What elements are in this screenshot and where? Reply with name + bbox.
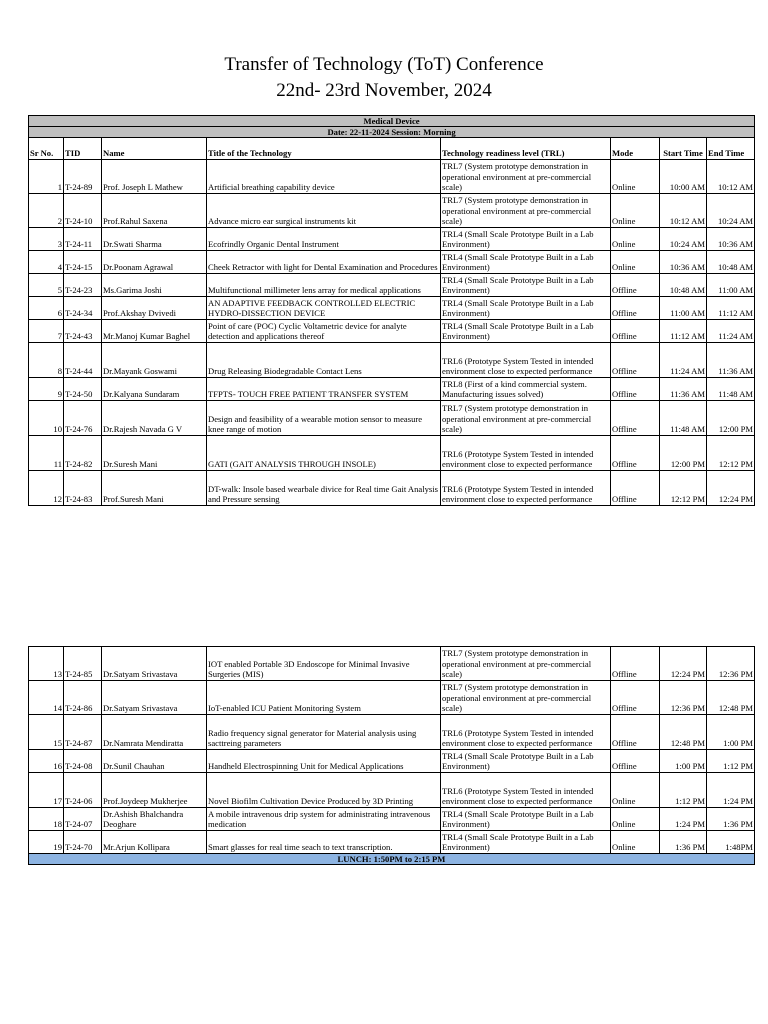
- cell-name: Dr.Poonam Agrawal: [102, 251, 207, 274]
- table-row: [29, 750, 755, 773]
- cell-end-time: 10:12 AM: [707, 160, 755, 194]
- cell-tid: T-24-06: [64, 773, 102, 808]
- cell-title: TFPTS- TOUCH FREE PATIENT TRANSFER SYSTEM: [207, 378, 441, 401]
- cell-start-time: 1:24 PM: [660, 808, 707, 831]
- lunch-banner: LUNCH: 1:50PM to 2:15 PM: [29, 854, 755, 865]
- cell-sr-no: 12: [29, 471, 64, 506]
- cell-end-time: 12:12 PM: [707, 436, 755, 471]
- schedule-table-part-1: [28, 115, 755, 506]
- cell-tid: T-24-85: [64, 647, 102, 681]
- header-trl: Technology readiness level (TRL): [441, 138, 611, 160]
- cell-start-time: 11:12 AM: [660, 320, 707, 343]
- table-row: [29, 160, 755, 194]
- cell-mode: Offline: [611, 343, 660, 378]
- table-row: [29, 297, 755, 320]
- cell-title: IoT-enabled ICU Patient Monitoring System: [207, 681, 441, 715]
- cell-title: DT-walk: Insole based wearbale divice for Real time Gait Analysis and Pressure sensing: [207, 471, 441, 506]
- table-row: [29, 773, 755, 808]
- cell-title: Artificial breathing capability device: [207, 160, 441, 194]
- cell-tid: T-24-10: [64, 194, 102, 228]
- cell-sr-no: 16: [29, 750, 64, 773]
- cell-title: Design and feasibility of a wearable motion sensor to measure knee range of motion: [207, 401, 441, 436]
- cell-trl: TRL4 (Small Scale Prototype Built in a Lab Environment): [441, 274, 611, 297]
- cell-name: Dr.Namrata Mendiratta: [102, 715, 207, 750]
- cell-tid: T-24-86: [64, 681, 102, 715]
- cell-tid: T-24-50: [64, 378, 102, 401]
- cell-sr-no: 8: [29, 343, 64, 378]
- cell-title: A mobile intravenous drip system for administrating intravenous medication: [207, 808, 441, 831]
- cell-end-time: 11:12 AM: [707, 297, 755, 320]
- cell-end-time: 11:24 AM: [707, 320, 755, 343]
- cell-end-time: 12:48 PM: [707, 681, 755, 715]
- cell-end-time: 11:36 AM: [707, 343, 755, 378]
- cell-tid: T-24-76: [64, 401, 102, 436]
- table-row: [29, 251, 755, 274]
- cell-end-time: 1:00 PM: [707, 715, 755, 750]
- cell-mode: Online: [611, 808, 660, 831]
- cell-end-time: 12:24 PM: [707, 471, 755, 506]
- cell-mode: Offline: [611, 715, 660, 750]
- cell-start-time: 12:00 PM: [660, 436, 707, 471]
- cell-title: Point of care (POC) Cyclic Voltametric device for analyte detection and applications thereof: [207, 320, 441, 343]
- cell-sr-no: 14: [29, 681, 64, 715]
- cell-start-time: 10:12 AM: [660, 194, 707, 228]
- header-name: Name: [102, 138, 207, 160]
- table-row: [29, 343, 755, 378]
- cell-name: Prof.Suresh Mani: [102, 471, 207, 506]
- cell-tid: T-24-87: [64, 715, 102, 750]
- cell-name: Dr.Satyam Srivastava: [102, 647, 207, 681]
- cell-sr-no: 18: [29, 808, 64, 831]
- cell-title: Drug Releasing Biodegradable Contact Lens: [207, 343, 441, 378]
- cell-title: Cheek Retractor with light for Dental Examination and Procedures: [207, 251, 441, 274]
- table-row: [29, 715, 755, 750]
- cell-title: AN ADAPTIVE FEEDBACK CONTROLLED ELECTRIC HYDRO-DISSECTION DEVICE: [207, 297, 441, 320]
- session-heading: Date: 22-11-2024 Session: Morning: [29, 127, 755, 138]
- conference-dates: 22nd- 23rd November, 2024: [276, 80, 492, 101]
- cell-trl: TRL8 (First of a kind commercial system. Manufacturing issues solved): [441, 378, 611, 401]
- cell-start-time: 11:36 AM: [660, 378, 707, 401]
- cell-mode: Online: [611, 831, 660, 854]
- cell-title: Novel Biofilm Cultivation Device Produced by 3D Printing: [207, 773, 441, 808]
- cell-name: Prof.Joydeep Mukherjee: [102, 773, 207, 808]
- cell-trl: TRL6 (Prototype System Tested in intended environment close to expected performance: [441, 773, 611, 808]
- cell-sr-no: 15: [29, 715, 64, 750]
- cell-mode: Offline: [611, 436, 660, 471]
- cell-trl: TRL4 (Small Scale Prototype Built in a Lab Environment): [441, 228, 611, 251]
- cell-start-time: 10:48 AM: [660, 274, 707, 297]
- header-end-time: End Time: [707, 138, 755, 160]
- header-start-time: Start Time: [660, 138, 707, 160]
- cell-start-time: 11:00 AM: [660, 297, 707, 320]
- header-row: [29, 138, 755, 160]
- section-heading: Medical Device: [29, 116, 755, 127]
- cell-tid: T-24-83: [64, 471, 102, 506]
- conference-title: Transfer of Technology (ToT) Conference: [224, 54, 544, 75]
- cell-end-time: 12:36 PM: [707, 647, 755, 681]
- cell-trl: TRL7 (System prototype demonstration in operational environment at pre-commercial scale): [441, 160, 611, 194]
- table-row: [29, 274, 755, 297]
- cell-start-time: 10:24 AM: [660, 228, 707, 251]
- cell-name: Dr.Rajesh Navada G V: [102, 401, 207, 436]
- cell-end-time: 10:36 AM: [707, 228, 755, 251]
- cell-sr-no: 4: [29, 251, 64, 274]
- cell-mode: Offline: [611, 378, 660, 401]
- cell-start-time: 1:12 PM: [660, 773, 707, 808]
- table-row: [29, 831, 755, 854]
- cell-title: GATI (GAIT ANALYSIS THROUGH INSOLE): [207, 436, 441, 471]
- cell-tid: T-24-43: [64, 320, 102, 343]
- cell-title: Smart glasses for real time seach to text transcription.: [207, 831, 441, 854]
- cell-tid: T-24-34: [64, 297, 102, 320]
- cell-sr-no: 1: [29, 160, 64, 194]
- cell-name: Prof. Joseph L Mathew: [102, 160, 207, 194]
- cell-sr-no: 5: [29, 274, 64, 297]
- cell-trl: TRL6 (Prototype System Tested in intended environment close to expected performance: [441, 471, 611, 506]
- cell-mode: Online: [611, 773, 660, 808]
- cell-tid: T-24-44: [64, 343, 102, 378]
- cell-title: Multifunctional millimeter lens array for medical applications: [207, 274, 441, 297]
- cell-tid: T-24-23: [64, 274, 102, 297]
- cell-tid: T-24-11: [64, 228, 102, 251]
- cell-mode: Online: [611, 251, 660, 274]
- cell-end-time: 11:48 AM: [707, 378, 755, 401]
- cell-trl: TRL7 (System prototype demonstration in operational environment at pre-commercial scale): [441, 401, 611, 436]
- cell-name: Ms.Garima Joshi: [102, 274, 207, 297]
- cell-name: Dr.Sunil Chauhan: [102, 750, 207, 773]
- cell-mode: Offline: [611, 297, 660, 320]
- cell-trl: TRL7 (System prototype demonstration in operational environment at pre-commercial scale): [441, 647, 611, 681]
- cell-start-time: 10:00 AM: [660, 160, 707, 194]
- cell-mode: Online: [611, 160, 660, 194]
- cell-name: Dr.Ashish Bhalchandra Deoghare: [102, 808, 207, 831]
- table-row: [29, 228, 755, 251]
- cell-end-time: 1:12 PM: [707, 750, 755, 773]
- header-sr-no: Sr No.: [29, 138, 64, 160]
- cell-end-time: 10:24 AM: [707, 194, 755, 228]
- cell-trl: TRL4 (Small Scale Prototype Built in a Lab Environment): [441, 808, 611, 831]
- header-mode: Mode: [611, 138, 660, 160]
- cell-sr-no: 9: [29, 378, 64, 401]
- cell-mode: Offline: [611, 401, 660, 436]
- cell-start-time: 10:36 AM: [660, 251, 707, 274]
- cell-name: Dr.Swati Sharma: [102, 228, 207, 251]
- cell-mode: Online: [611, 194, 660, 228]
- cell-title: IOT enabled Portable 3D Endoscope for Minimal Invasive Surgeries (MIS): [207, 647, 441, 681]
- cell-title: Handheld Electrospinning Unit for Medical Applications: [207, 750, 441, 773]
- header-tid: TID: [64, 138, 102, 160]
- cell-start-time: 12:36 PM: [660, 681, 707, 715]
- cell-name: Dr.Mayank Goswami: [102, 343, 207, 378]
- cell-mode: Offline: [611, 471, 660, 506]
- cell-mode: Offline: [611, 274, 660, 297]
- cell-tid: T-24-70: [64, 831, 102, 854]
- cell-sr-no: 2: [29, 194, 64, 228]
- cell-trl: TRL4 (Small Scale Prototype Built in a Lab Environment): [441, 750, 611, 773]
- cell-sr-no: 10: [29, 401, 64, 436]
- cell-sr-no: 7: [29, 320, 64, 343]
- cell-name: Mr.Arjun Kollipara: [102, 831, 207, 854]
- cell-name: Dr.Kalyana Sundaram: [102, 378, 207, 401]
- cell-mode: Offline: [611, 750, 660, 773]
- table-row: [29, 471, 755, 506]
- cell-trl: TRL4 (Small Scale Prototype Built in a Lab Environment): [441, 297, 611, 320]
- cell-sr-no: 13: [29, 647, 64, 681]
- cell-name: Mr.Manoj Kumar Baghel: [102, 320, 207, 343]
- cell-trl: TRL7 (System prototype demonstration in operational environment at pre-commercial scale): [441, 681, 611, 715]
- cell-mode: Offline: [611, 320, 660, 343]
- table-row: [29, 647, 755, 681]
- cell-trl: TRL6 (Prototype System Tested in intended environment close to expected performance: [441, 715, 611, 750]
- cell-sr-no: 17: [29, 773, 64, 808]
- cell-trl: TRL4 (Small Scale Prototype Built in a Lab Environment): [441, 251, 611, 274]
- cell-mode: Offline: [611, 681, 660, 715]
- cell-end-time: 1:36 PM: [707, 808, 755, 831]
- cell-name: Prof.Rahul Saxena: [102, 194, 207, 228]
- cell-trl: TRL4 (Small Scale Prototype Built in a Lab Environment): [441, 831, 611, 854]
- cell-mode: Offline: [611, 647, 660, 681]
- cell-sr-no: 11: [29, 436, 64, 471]
- cell-start-time: 11:48 AM: [660, 401, 707, 436]
- cell-trl: TRL6 (Prototype System Tested in intended environment close to expected performance: [441, 436, 611, 471]
- table-row: [29, 401, 755, 436]
- table-row: [29, 194, 755, 228]
- table-row: [29, 436, 755, 471]
- cell-start-time: 12:24 PM: [660, 647, 707, 681]
- table-row: [29, 808, 755, 831]
- cell-tid: T-24-07: [64, 808, 102, 831]
- table-row: [29, 681, 755, 715]
- cell-end-time: 12:00 PM: [707, 401, 755, 436]
- cell-sr-no: 19: [29, 831, 64, 854]
- cell-title: Radio frequency signal generator for Material analysis using sacttreing parameters: [207, 715, 441, 750]
- cell-end-time: 11:00 AM: [707, 274, 755, 297]
- cell-start-time: 12:12 PM: [660, 471, 707, 506]
- cell-title: Ecofrindly Organic Dental Instrument: [207, 228, 441, 251]
- cell-title: Advance micro ear surgical instruments kit: [207, 194, 441, 228]
- schedule-table-part-2: [28, 646, 755, 865]
- cell-mode: Online: [611, 228, 660, 251]
- cell-end-time: 1:24 PM: [707, 773, 755, 808]
- cell-name: Dr.Satyam Srivastava: [102, 681, 207, 715]
- header-title: Title of the Technology: [207, 138, 441, 160]
- cell-end-time: 10:48 AM: [707, 251, 755, 274]
- cell-trl: TRL6 (Prototype System Tested in intended environment close to expected performance: [441, 343, 611, 378]
- cell-start-time: 1:00 PM: [660, 750, 707, 773]
- cell-name: Prof.Akshay Dvivedi: [102, 297, 207, 320]
- cell-end-time: 1:48PM: [707, 831, 755, 854]
- cell-trl: TRL4 (Small Scale Prototype Built in a Lab Environment): [441, 320, 611, 343]
- cell-sr-no: 6: [29, 297, 64, 320]
- cell-tid: T-24-08: [64, 750, 102, 773]
- table-row: [29, 320, 755, 343]
- cell-start-time: 12:48 PM: [660, 715, 707, 750]
- cell-sr-no: 3: [29, 228, 64, 251]
- cell-tid: T-24-15: [64, 251, 102, 274]
- cell-tid: T-24-82: [64, 436, 102, 471]
- cell-name: Dr.Suresh Mani: [102, 436, 207, 471]
- cell-trl: TRL7 (System prototype demonstration in operational environment at pre-commercial scale): [441, 194, 611, 228]
- cell-tid: T-24-89: [64, 160, 102, 194]
- table-row: [29, 378, 755, 401]
- cell-start-time: 11:24 AM: [660, 343, 707, 378]
- cell-start-time: 1:36 PM: [660, 831, 707, 854]
